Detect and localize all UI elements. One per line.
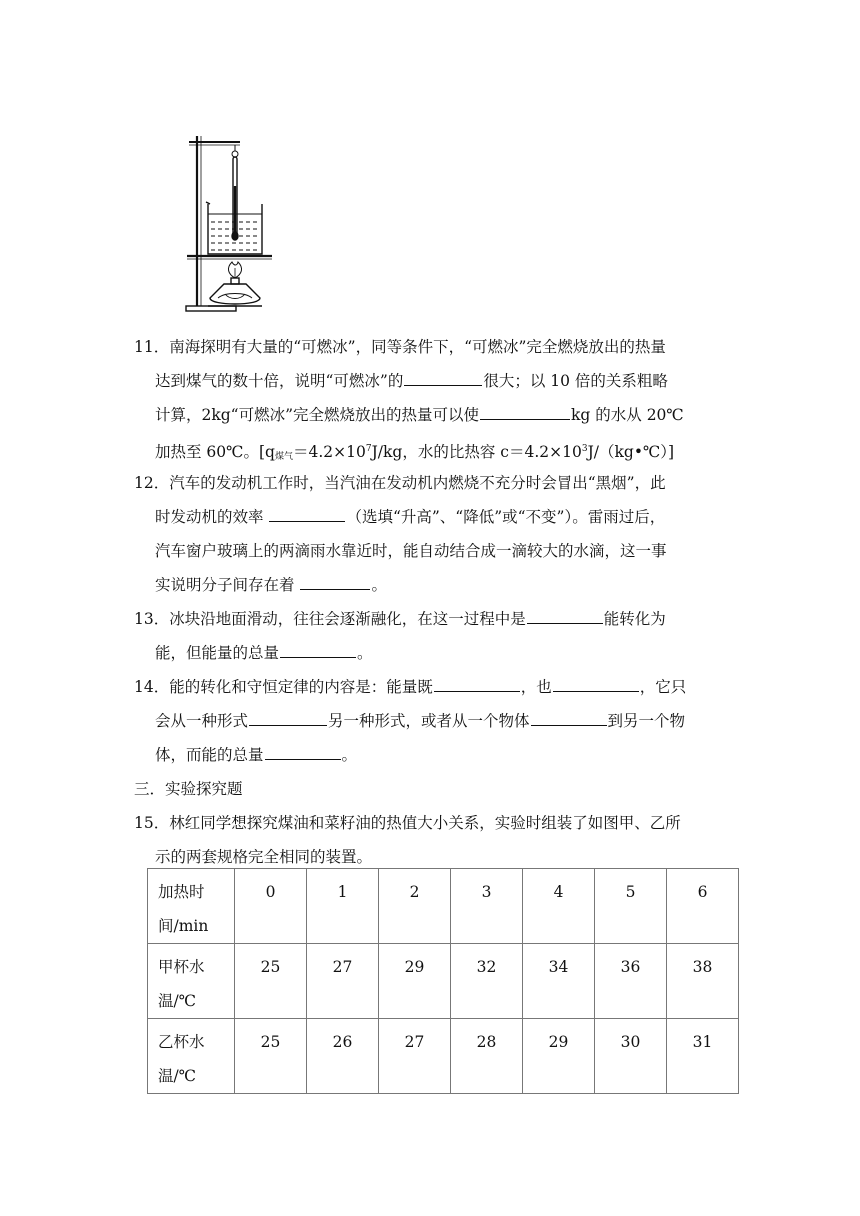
- q12-line3: 汽车窗户玻璃上的两滴雨水靠近时，能自动结合成一滴较大的水滴，这一事: [155, 542, 667, 560]
- answer-blank[interactable]: [249, 711, 327, 726]
- answer-blank[interactable]: [480, 405, 570, 420]
- table-cell: 27: [307, 944, 379, 1019]
- answer-blank[interactable]: [527, 609, 603, 624]
- table-cell: 29: [379, 944, 451, 1019]
- table-row: [148, 944, 739, 1019]
- table-cell: 25: [235, 944, 307, 1019]
- table-cell: 2: [379, 869, 451, 944]
- table-cell: 4: [523, 869, 595, 944]
- table-cell: 29: [523, 1019, 595, 1094]
- q11-line3: 计算，2kg“可燃冰”完全燃烧放出的热量可以使 kg 的水从 20℃: [155, 406, 684, 424]
- q12-line4: 实说明分子间存在着 。: [155, 576, 387, 594]
- table-cell: 25: [235, 1019, 307, 1094]
- q12-line2: 时发动机的效率 （选填“升高”、“降低”或“不变”）。雷雨过后，: [155, 508, 666, 526]
- table-cell: 1: [307, 869, 379, 944]
- answer-blank[interactable]: [265, 745, 341, 760]
- table-row: [148, 869, 739, 944]
- table-cell: 36: [595, 944, 667, 1019]
- table-cell: 30: [595, 1019, 667, 1094]
- answer-blank[interactable]: [300, 575, 370, 590]
- q14-line2: 会从一种形式 另一种形式，或者从一个物体 到另一个物: [155, 712, 686, 730]
- row-header: 乙杯水 温/℃: [148, 1019, 235, 1094]
- table-cell: 5: [595, 869, 667, 944]
- data-table: [147, 868, 739, 1094]
- answer-blank[interactable]: [269, 507, 345, 522]
- table-cell: 3: [451, 869, 523, 944]
- table-cell: 38: [667, 944, 739, 1019]
- q14-line1: 14．能的转化和守恒定律的内容是：能量既 ，也 ，它只: [134, 678, 687, 696]
- table-cell: 28: [451, 1019, 523, 1094]
- q12-line1: 12．汽车的发动机工作时，当汽油在发动机内燃烧不充分时会冒出“黑烟”，此: [134, 474, 666, 492]
- answer-blank[interactable]: [404, 371, 482, 386]
- q14-line3: 体，而能的总量 。: [155, 746, 358, 764]
- table-cell: 0: [235, 869, 307, 944]
- table-cell: 34: [523, 944, 595, 1019]
- answer-blank[interactable]: [434, 677, 520, 692]
- q11-line1: 11．南海探明有大量的“可燃冰”，同等条件下，“可燃冰”完全燃烧放出的热量: [134, 338, 666, 356]
- q13-line2: 能，但能量的总量 。: [155, 644, 373, 662]
- table-cell: 6: [667, 869, 739, 944]
- q11-line2: 达到煤气的数十倍，说明“可燃冰”的 很大；以 10 倍的关系粗略: [155, 372, 668, 390]
- row-header: 加热时 间/min: [148, 869, 235, 944]
- q15-line1: 15．林红同学想探究煤油和菜籽油的热值大小关系，实验时组装了如图甲、乙所: [134, 814, 681, 832]
- answer-blank[interactable]: [553, 677, 639, 692]
- heating-apparatus-figure: [180, 126, 280, 316]
- q13-line1: 13．冰块沿地面滑动，往往会逐渐融化，在这一过程中是 能转化为: [134, 610, 666, 628]
- row-header: 甲杯水 温/℃: [148, 944, 235, 1019]
- table-cell: 31: [667, 1019, 739, 1094]
- answer-blank[interactable]: [280, 643, 356, 658]
- answer-blank[interactable]: [531, 711, 607, 726]
- table-row: [148, 1019, 739, 1094]
- q11-line4: 加热至 60℃。[$q_{煤气}=4.2\times 10^7J/kg$，水的比热容 $c=4.2\times 10^3J/(kg•℃)$]: [155, 443, 675, 462]
- q15-line2: 示的两套规格完全相同的装置。: [155, 848, 373, 866]
- table-cell: 32: [451, 944, 523, 1019]
- table-cell: 27: [379, 1019, 451, 1094]
- table-cell: 26: [307, 1019, 379, 1094]
